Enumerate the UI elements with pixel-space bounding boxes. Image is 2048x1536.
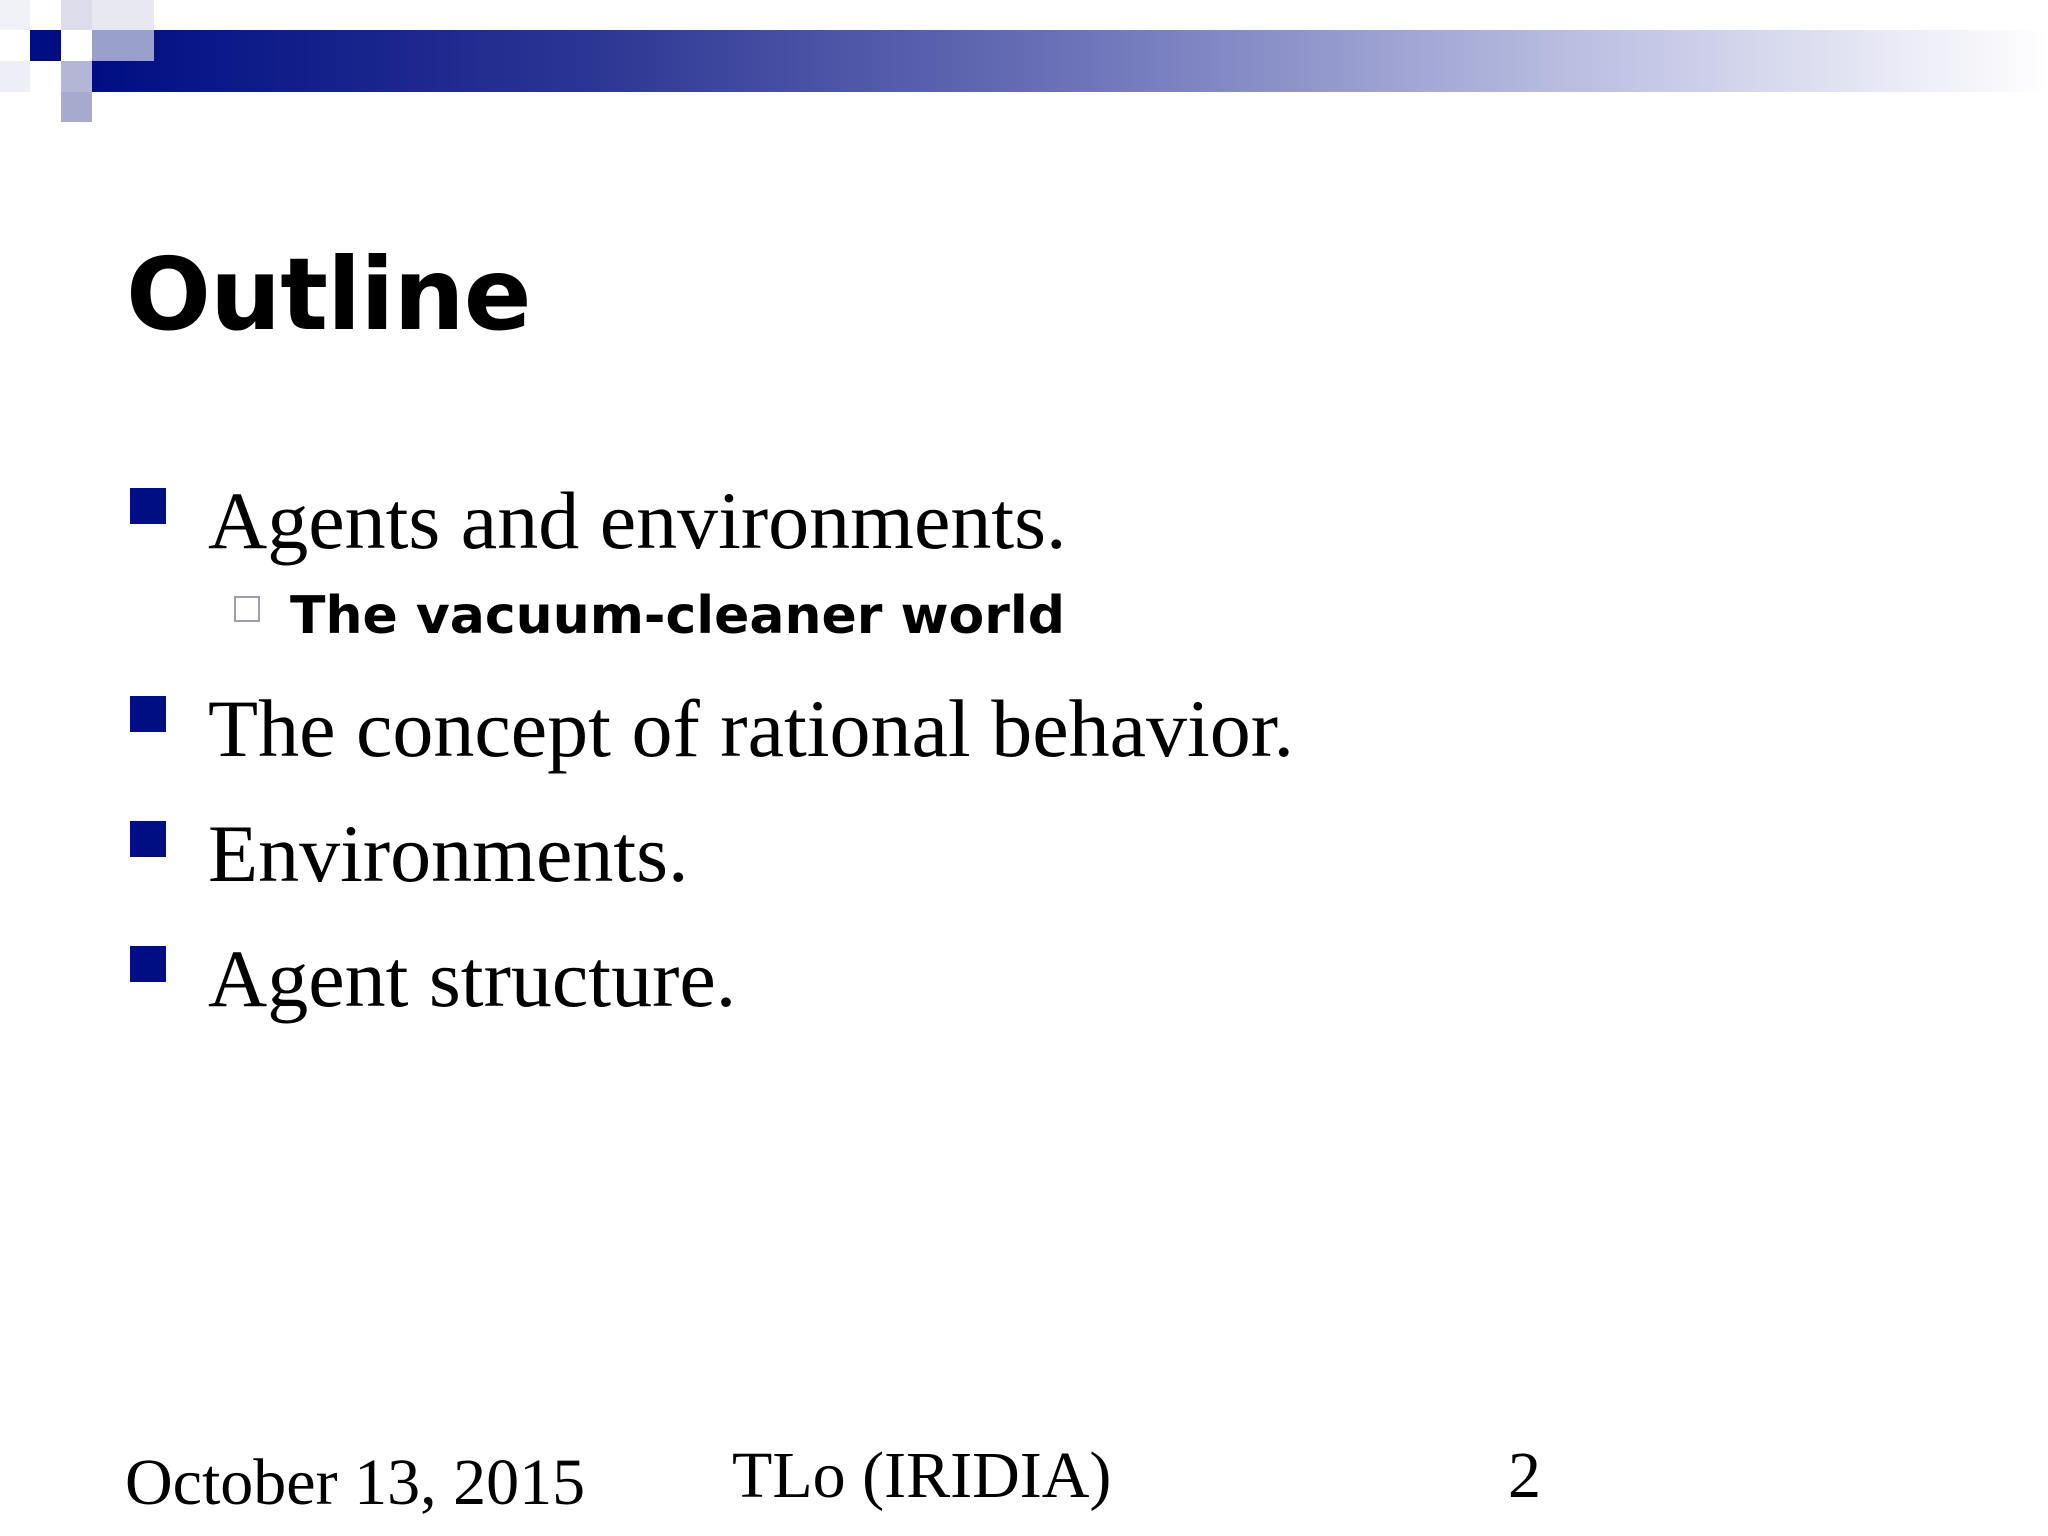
sub-bullet-text: The vacuum-cleaner world <box>290 586 1065 646</box>
bullet-item <box>130 933 737 1024</box>
footer-organization: TLo (IRIDIA) <box>732 1439 1112 1512</box>
footer-date: October 13, 2015 <box>125 1446 586 1519</box>
header-gradient-bar <box>92 30 2048 92</box>
header-decor-square <box>92 0 154 30</box>
square-bullet-icon <box>130 821 166 857</box>
footer-page-number: 2 <box>1508 1439 1541 1512</box>
header-decor-square <box>92 30 154 61</box>
header-decor-square <box>61 0 92 30</box>
sub-bullet-item <box>234 586 1065 646</box>
header-decor-square <box>61 92 92 122</box>
header-decor-square <box>0 61 30 92</box>
slide-title: Outline <box>126 236 531 353</box>
square-bullet-icon <box>130 946 166 982</box>
bullet-item <box>130 475 1067 566</box>
square-bullet-icon <box>130 696 166 732</box>
bullet-text: Environments. <box>208 808 689 899</box>
square-bullet-icon <box>130 488 166 524</box>
bullet-item <box>130 683 1295 774</box>
bullet-text: Agent structure. <box>208 933 737 1024</box>
header-decor-square <box>61 61 92 92</box>
header-decor-square <box>30 30 61 61</box>
bullet-text: The concept of rational behavior. <box>208 683 1295 774</box>
header-decor-square <box>0 0 30 30</box>
hollow-square-bullet-icon <box>234 596 260 622</box>
bullet-text: Agents and environments. <box>208 475 1067 566</box>
bullet-item <box>130 808 689 899</box>
